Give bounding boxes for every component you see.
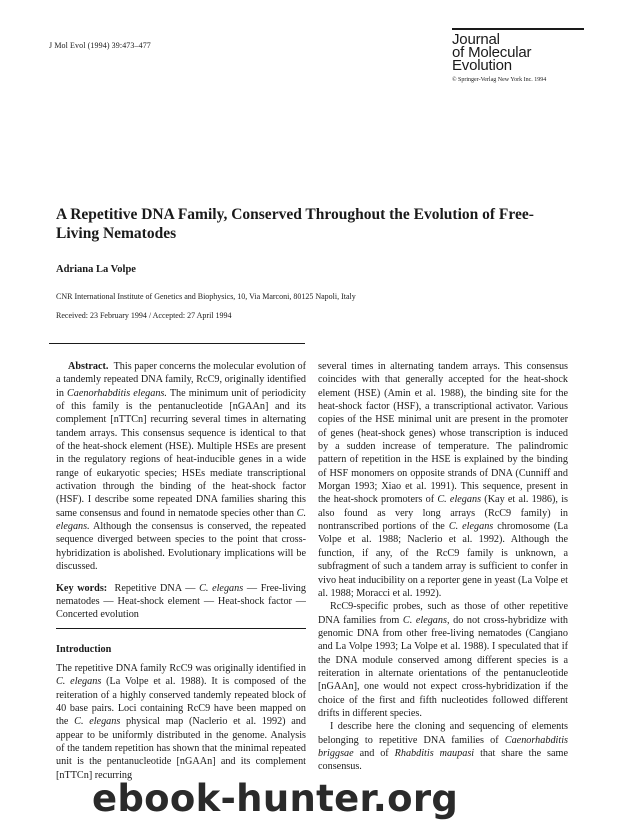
body-paragraph-3: I describe here the cloning and sequencing of elements belonging to repetitive DNA families of Caenorhabditis briggsae and of Rhabditis maupasi that share the same consensus. [318, 721, 568, 773]
logo-rule [452, 28, 584, 30]
abstract-top-rule [49, 343, 305, 344]
body-paragraph-2: RcC9-specific probes, such as those of other repetitive DNA families from C. elegans, do not cross-hybridize with genomic DNA from other free-living nematodes (Cangiano and La Volpe 1993; La Volpe et al. 1988). I speculated that if the DNA module conserved among different species is a reiteration in alternate orientations of the pentanucleotide [nGAAn], one would not expect cross-hybridization if the choice of the first and fifth nucleotides followed different drifts in different species. [318, 601, 568, 719]
left-column [56, 360, 306, 782]
journal-logo [452, 28, 584, 83]
introduction-heading: Introduction [56, 643, 112, 655]
keywords-label: Key words: [56, 582, 108, 594]
journal-citation: J Mol Evol (1994) 39:473–477 [49, 41, 151, 50]
article-author: Adriana La Volpe [56, 264, 136, 275]
introduction-paragraph: The repetitive DNA family RcC9 was originally identified in C. elegans (La Volpe et al. 1988). It is composed of the reiteration of a highly conserved tandemly repeated block of 40 base pairs. Loci containing RcC9 have been mapped on the C. elegans physical map (Naclerio et al. 1992) and appear to be uniformly distributed in the genome. Analysis of the tandem repetition has shown that the minimal repeated unit is the pentanucleotide [nGAAn] and its complement [nTTCn] recurring [56, 662, 306, 781]
received-dates: Received: 23 February 1994 / Accepted: 27 April 1994 [56, 311, 232, 320]
keywords-rule [56, 628, 306, 629]
watermark-overlay: ebook-hunter.org [92, 777, 459, 820]
author-affiliation: CNR International Institute of Genetics and Biophysics, 10, Via Marconi, 80125 Napoli, Italy [56, 292, 356, 301]
logo-line-1: Journal [452, 31, 500, 48]
abstract: Abstract. This paper concerns the molecular evolution of a tandemly repeated DNA family, RcC9, originally identified in Caenorhabditis elegans. The minimum unit of periodicity of this family is the pentanucleotide [nGAAn] and its complement [nTTCn] recurring several times in alternating tandem arrays. This consensus sequence is identical to that of the heat-shock element (HSE). Multiple HSEs are present in the regulatory regions of heat-inducible genes in a wide range of eukaryotic species; HSEs mediate transcriptional activation through the binding of the heat-shock factor (HSF). I describe some repeated DNA families sharing this same consensus and found in nematode species other than C. elegans. Although the consensus is conserved, the repeated sequence diverged between species to the point that cross-hybridization is abolished. Evolutionary implications will be discussed. [56, 361, 306, 573]
logo-line-3: Evolution [452, 57, 512, 74]
body-paragraph-1: several times in alternating tandem arrays. This consensus coincides with that generally accepted for the heat-shock element (HSE) (Amin et al. 1988), the binding site for the heat-shock factor (HSF), a transcriptional activator. Various copies of the HSE minimal unit are present in the promoter of genes (heat-shock genes) whose transcription is induced by a sudden increase of temperature. The palindromic pattern of repetition in the HSE is explained by the binding of HSF monomers on opposite strands of DNA (Cunniff and Morgan 1993; Xiao et al. 1991). This sequence, present in the heat-shock promoters of C. elegans (Kay et al. 1986), is also found as very long arrays (RcC9 family) in nontranscribed portions of the C. elegans chromosome (La Volpe et al. 1988; Naclerio et al. 1992). Although the function, if any, of the RcC9 family is unknown, a subfragment of such a tandem array is sufficient to confer in vivo heat inducibility on a reporter gene in yeast (La Volpe et al. 1988; Moracci et al. 1992). [318, 361, 568, 599]
logo-line-2: of Molecular [452, 44, 532, 61]
keywords: Key words: Repetitive DNA — C. elegans — Free-living nematodes — Heat-shock element — Heat-shock factor — Concerted evolution [56, 582, 306, 621]
right-column [318, 360, 568, 774]
article-title: A Repetitive DNA Family, Conserved Throughout the Evolution of Free-Living Nematodes [56, 206, 534, 242]
copyright-notice: © Springer-Verlag New York Inc. 1994 [452, 77, 547, 83]
abstract-label: Abstract. [68, 361, 109, 372]
